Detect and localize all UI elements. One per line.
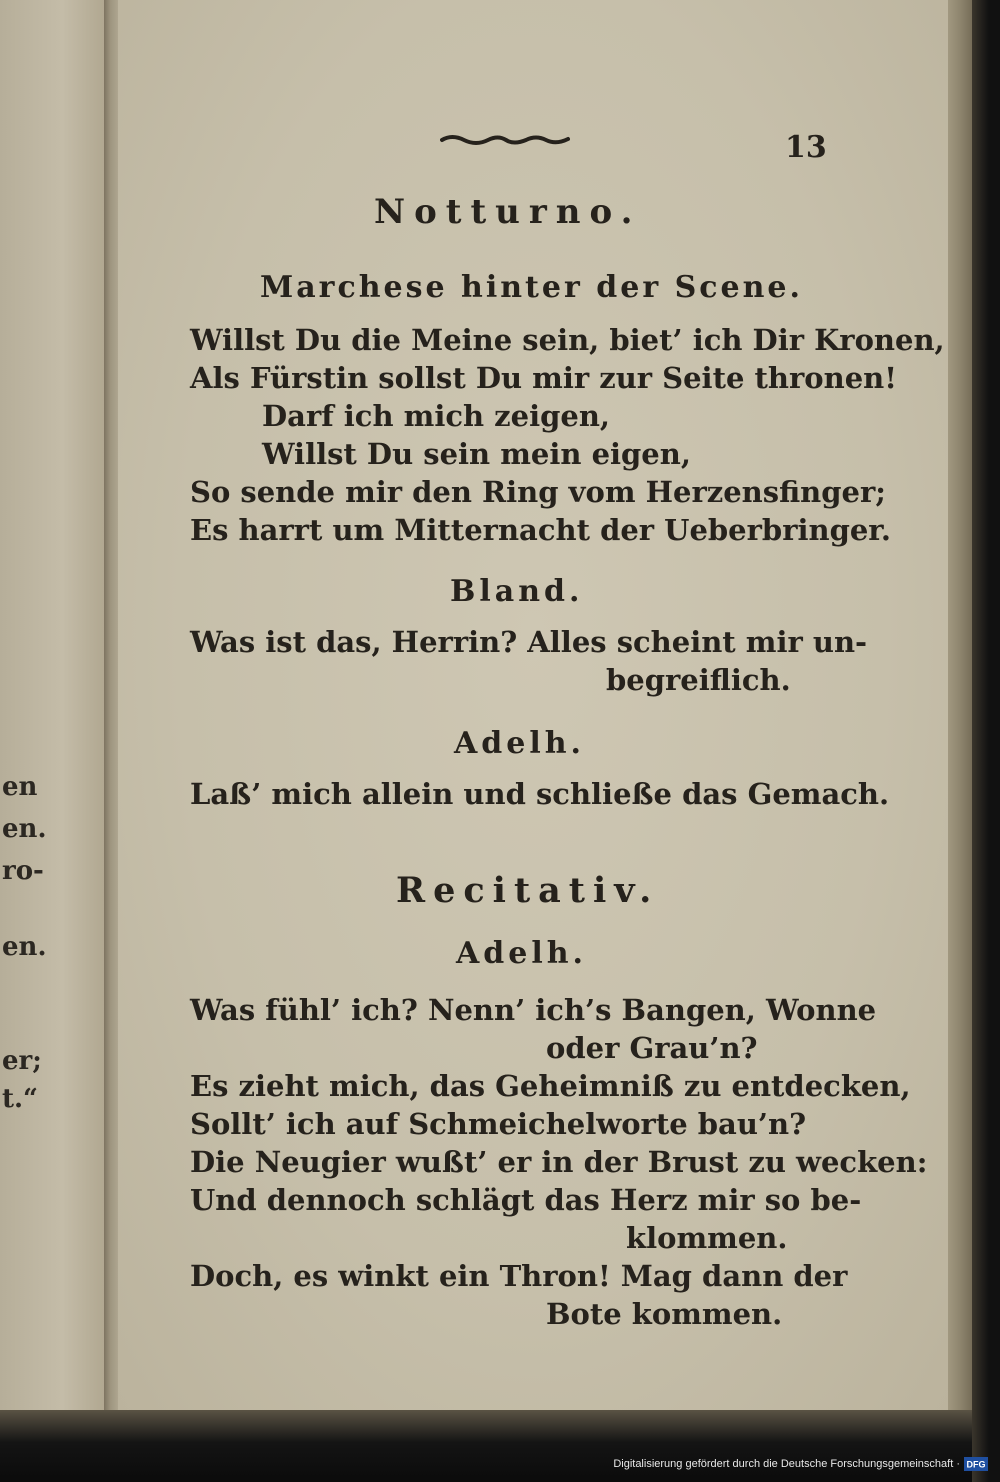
verse-line: Als Fürstin sollst Du mir zur Seite thronen!	[190, 361, 897, 395]
speech-line: begreiflich.	[606, 663, 791, 697]
verse-line: Und dennoch schlägt das Herz mir so be-	[190, 1183, 862, 1217]
page-edge	[948, 0, 972, 1430]
previous-page-fragment: t.“	[2, 1084, 39, 1114]
section-title-notturno: Notturno.	[374, 192, 642, 232]
page-number: 13	[785, 130, 827, 165]
digitization-credit: Digitalisierung gefördert durch die Deutsche Forschungsgemeinschaft ·	[613, 1458, 960, 1470]
section-title-recitativ: Recitativ.	[396, 870, 660, 911]
verse-line: klommen.	[626, 1221, 788, 1255]
speech-line: Laß’ mich allein und schließe das Gemach.	[190, 777, 890, 811]
verse-line: Sollt’ ich auf Schmeichelworte bau’n?	[190, 1107, 807, 1141]
verse-line: Bote kommen.	[546, 1297, 783, 1331]
previous-page-text	[0, 0, 104, 1440]
page-edge-shadow	[972, 0, 1000, 1482]
speaker-name: Adelh.	[456, 936, 587, 971]
previous-page-fragment: er;	[2, 1046, 42, 1076]
verse-line: Was fühl’ ich? Nenn’ ich’s Bangen, Wonne	[190, 993, 877, 1027]
previous-page-fragment: ro-	[2, 856, 44, 886]
speaker-name: Adelh.	[454, 726, 585, 761]
verse-line: Darf ich mich zeigen,	[262, 399, 611, 433]
header-ornament-icon	[440, 126, 570, 152]
verse-line: So sende mir den Ring vom Herzensfinger;	[190, 475, 886, 509]
verse-line: Willst Du die Meine sein, biet’ ich Dir Kronen,	[190, 323, 945, 357]
verse-line: Willst Du sein mein eigen,	[262, 437, 691, 471]
dfg-logo-icon	[964, 1457, 988, 1471]
svg-text:DFG: DFG	[966, 1459, 986, 1470]
stage-direction: Marchese hinter der Scene.	[260, 270, 803, 305]
verse-line: Die Neugier wußt’ er in der Brust zu wecken:	[190, 1145, 928, 1179]
previous-page-fragment: en	[2, 772, 38, 802]
verse-line: Doch, es winkt ein Thron! Mag dann der	[190, 1259, 848, 1293]
verse-line: Es zieht mich, das Geheimniß zu entdecken,	[190, 1069, 911, 1103]
speech-line: Was ist das, Herrin? Alles scheint mir un-	[190, 625, 868, 659]
bottom-shadow	[0, 1410, 972, 1482]
verse-line: oder Grau’n?	[546, 1031, 758, 1065]
page-content	[118, 0, 948, 1410]
verse-line: Es harrt um Mitternacht der Ueberbringer.	[190, 513, 892, 547]
previous-page-fragment: en.	[2, 814, 47, 844]
previous-page-fragment: en.	[2, 932, 47, 962]
speaker-name: Bland.	[450, 574, 584, 609]
